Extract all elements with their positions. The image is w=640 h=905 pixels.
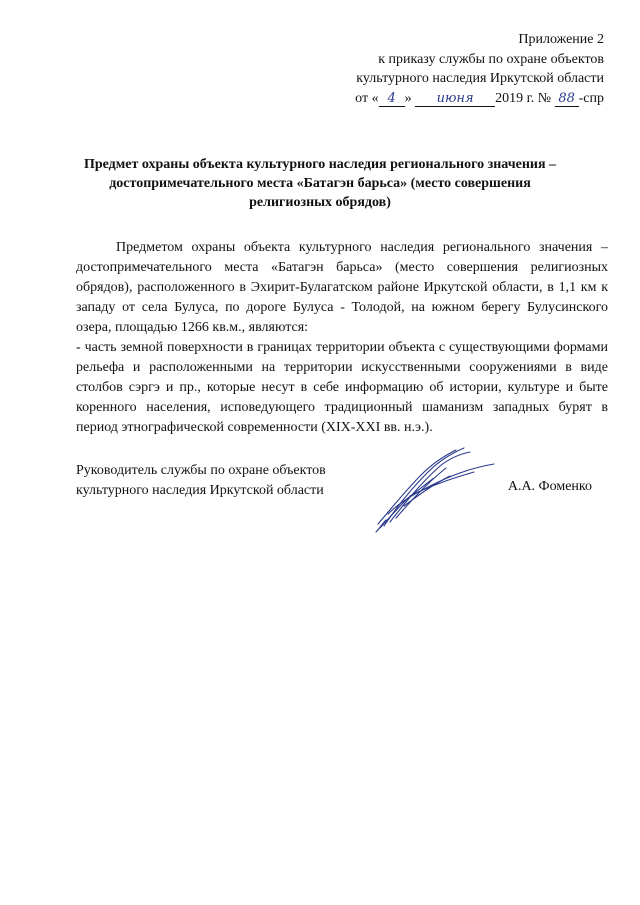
handwritten-day: 4: [379, 91, 405, 107]
date-prefix: от «: [355, 90, 379, 106]
appendix-order-ref: к приказу службы по охране объектов: [378, 51, 604, 67]
handwritten-order-number: 88: [555, 91, 579, 107]
year-text: 2019 г. №: [495, 90, 552, 106]
body-paragraph-1: Предметом охраны объекта культурного наследия регионального значения – достопримечательного места «Батагэн барьса» (место совершения религиозных обрядов), расположенного в Эхирит-Булагатском районе Иркутской области, в 1,1 км к западу от села Булуса, по дороге Булуса - Толодой, на южном берегу Булусинского озера, площадью 1266 кв.м., являются:: [76, 240, 608, 335]
title-line-1: Предмет охраны объекта культурного наследия регионального значения –: [83, 157, 557, 172]
appendix-date-line: [355, 89, 604, 109]
body-paragraph-2: - часть земной поверхности в границах территории объекта с существующими формами рельефа и расположенными на территории искусственными сооружениями в виде столбов сэргэ и пр., которые несут в себе информацию об истории, культуре и быте коренного населения, исповедующего традиционный шаманизм западных бурят в период этнографической современности (XIX-XXI вв. н.э.).: [76, 340, 608, 435]
appendix-authority: культурного наследия Иркутской области: [356, 71, 604, 86]
signatory-position: [76, 461, 326, 501]
date-mid: »: [404, 90, 412, 106]
title-line-3: религиозных обрядов): [249, 195, 391, 210]
document-body: [76, 238, 608, 438]
handwritten-signature: [370, 444, 500, 534]
handwritten-month: июня: [415, 91, 495, 107]
appendix-header: [355, 30, 604, 108]
title-line-2: достопримечательного места «Батагэн барьса» (место совершения: [109, 176, 531, 191]
order-suffix: -спр: [578, 90, 604, 106]
position-line-1: Руководитель службы по охране объектов: [76, 463, 326, 478]
position-line-2: культурного наследия Иркутской области: [76, 483, 324, 498]
appendix-title: Приложение 2: [518, 32, 604, 47]
signatory-name: А.А. Фоменко: [507, 479, 592, 494]
document-title: [80, 155, 560, 212]
